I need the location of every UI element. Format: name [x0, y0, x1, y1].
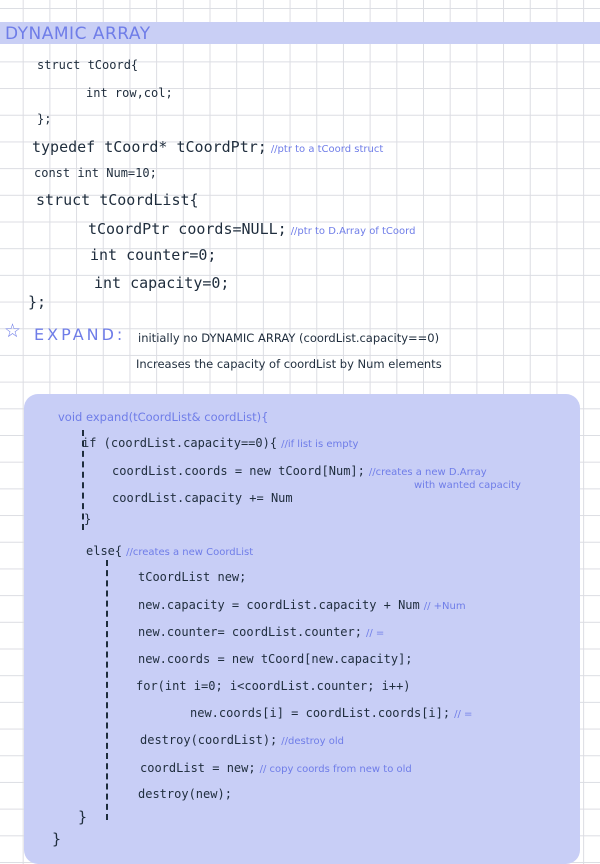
expand-note-1: initially no DYNAMIC ARRAY (coordList.capacity==0) [138, 331, 440, 345]
coords-comment: //ptr to D.Array of tCoord [290, 226, 416, 237]
if-body-1-comment-2: with wanted capacity [414, 480, 521, 491]
if-body-1-comment: //creates a new D.Array [368, 467, 487, 478]
if-close: } [84, 512, 92, 526]
struct-member-line: int row,col; [86, 86, 173, 100]
expand-note-2: Increases the capacity of coordList by Num elements [136, 357, 442, 371]
if-body-1 [112, 464, 487, 478]
capacity-line: int capacity=0; [94, 274, 230, 292]
coords-line [88, 220, 415, 238]
struct-line: struct tCoord{ [37, 58, 139, 72]
if-body-2: coordList.capacity += Num [112, 491, 293, 505]
else-line-6-code: new.coords[i] = coordList.coords[i]; [190, 706, 451, 720]
else-line-6-comment: // = [454, 709, 473, 720]
coords-code: tCoordPtr coords=NULL; [88, 220, 287, 238]
else-line-2-code: new.capacity = coordList.capacity + Num [138, 598, 420, 612]
else-code: else{ [86, 544, 123, 558]
else-line-2 [138, 598, 466, 612]
else-line-8 [140, 761, 412, 775]
else-line-3-comment: // = [365, 628, 385, 639]
else-line-8-comment: // copy coords from new to old [259, 764, 412, 775]
if-body-1-code: coordList.coords = new tCoord[Num]; [112, 464, 365, 478]
function-close: } [52, 830, 62, 848]
else-line [86, 544, 253, 558]
else-line-7 [140, 733, 344, 747]
const-line: const int Num=10; [34, 166, 157, 180]
else-line-4: new.coords = new tCoord[new.capacity]; [138, 652, 413, 666]
typedef-line [32, 138, 383, 156]
else-line-9: destroy(new); [138, 787, 232, 801]
else-line-7-comment: //destroy old [281, 736, 345, 747]
typedef-comment: //ptr to a tCoord struct [270, 144, 384, 155]
expand-heading: EXPAND: [34, 325, 126, 344]
else-close: } [78, 808, 88, 826]
else-guide-line [106, 560, 108, 820]
else-line-1: tCoordList new; [138, 570, 247, 584]
function-signature [58, 410, 268, 424]
else-line-3-code: new.counter= coordList.counter; [138, 625, 362, 639]
else-comment: //creates a new CoordList [126, 547, 254, 558]
list-close-line: }; [28, 293, 47, 311]
else-line-7-code: destroy(coordList); [140, 733, 278, 747]
else-line-6 [190, 706, 472, 720]
list-struct-line: struct tCoordList{ [36, 191, 199, 209]
if-code: if (coordList.capacity==0){ [82, 436, 278, 450]
else-line-2-comment: // +Num [423, 601, 466, 612]
struct-close-line: }; [37, 112, 52, 126]
if-comment: //if list is empty [281, 439, 359, 450]
else-line-3 [138, 625, 384, 639]
star-icon: ☆ [4, 320, 22, 342]
page-title: DYNAMIC ARRAY [5, 24, 151, 44]
if-line [82, 436, 358, 450]
function-signature-text: void expand(tCoordList& coordList){ [58, 410, 269, 424]
else-line-5: for(int i=0; i<coordList.counter; i++) [136, 679, 411, 693]
counter-line: int counter=0; [90, 246, 217, 264]
typedef-code: typedef tCoord* tCoordPtr; [32, 138, 267, 156]
else-line-8-code: coordList = new; [140, 761, 256, 775]
